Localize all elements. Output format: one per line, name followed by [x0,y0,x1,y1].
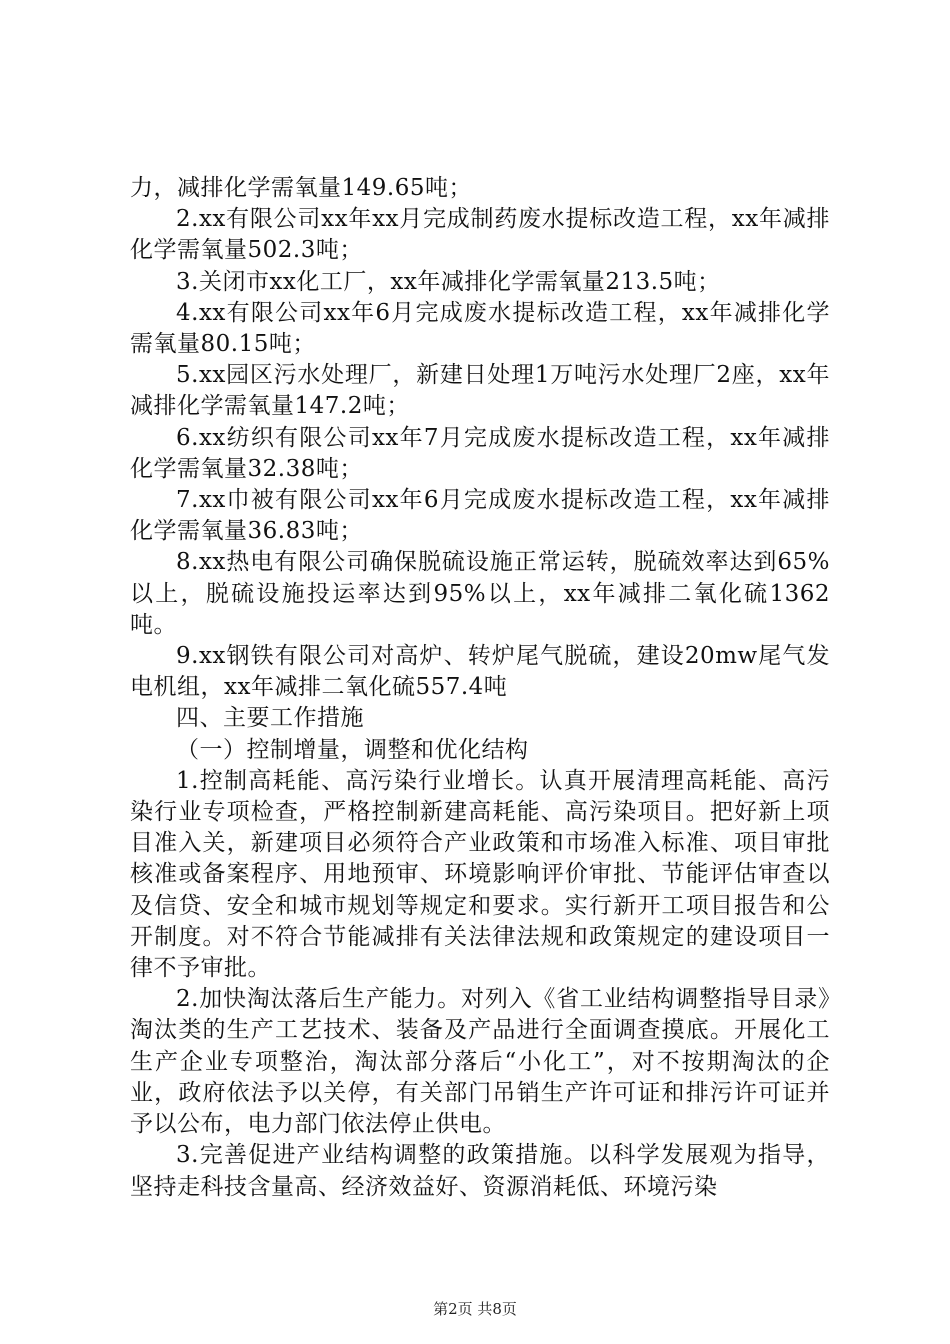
list-item-8: 8.xx热电有限公司确保脱硫设施正常运转，脱硫效率达到65%以上，脱硫设施投运率达到95%以上，xx年减排二氧化硫1362吨。 [130,549,830,638]
list-item-6: 6.xx纺织有限公司xx年7月完成废水提标改造工程，xx年减排化学需氧量32.38吨； [130,424,830,482]
list-item-3: 3.关闭市xx化工厂，xx年减排化学需氧量213.5吨； [176,268,721,295]
section-heading: 四、主要工作措施 [176,705,364,732]
list-item-4: 4.xx有限公司xx年6月完成废水提标改造工程，xx年减排化学需氧量80.15吨； [130,299,830,358]
list-item-5: 5.xx园区污水处理厂，新建日处理1万吨污水处理厂2座，xx年减排化学需氧量147.2吨； [130,362,830,420]
list-item-2: 2.xx有限公司xx年xx月完成制药废水提标改造工程，xx年减排化学需氧量502.3吨； [130,206,830,264]
page-footer: 第2页 共8页 [433,1300,517,1318]
measure-paragraph-3: 3.完善促进产业结构调整的政策措施。以科学发展观为指导，坚持走科技含量高、经济效益好、资源消耗低、环境污染 [130,1142,830,1200]
measure-paragraph-1: 1.控制高耗能、高污染行业增长。认真开展清理高耗能、高污染行业专项检查，严格控制新建高耗能、高污染项目。把好新上项目准入关，新建项目必须符合产业政策和市场准入标准、项目审批核准或备案程序、用地预审、环境影响评价审批、节能评估审查以及信贷、安全和城市规划等规定和要求。实行新开工项目报告和公开制度。对不符合节能减排有关法律法规和政策规定的建设项目一律不予审批。 [130,767,830,982]
measure-paragraph-2: 2.加快淘汰落后生产能力。对列入《省工业结构调整指导目录》淘汰类的生产工艺技术、装备及产品进行全面调查摸底。开展化工生产企业专项整治，淘汰部分落后“小化工”，对不按期淘汰的企业，政府依法予以关停，有关部门吊销生产许可证和排污许可证并予以公布，电力部门依法停止供电。 [130,986,830,1138]
document-body [130,173,830,1203]
list-item-7: 7.xx巾被有限公司xx年6月完成废水提标改造工程，xx年减排化学需氧量36.83吨； [130,487,830,545]
subsection-heading: （一）控制增量，调整和优化结构 [176,736,529,763]
list-item-9: 9.xx钢铁有限公司对高炉、转炉尾气脱硫，建设20mw尾气发电机组，xx年减排二氧化硫557.4吨 [130,643,830,701]
paragraph-continuation: 力，减排化学需氧量149.65吨； [130,175,472,201]
